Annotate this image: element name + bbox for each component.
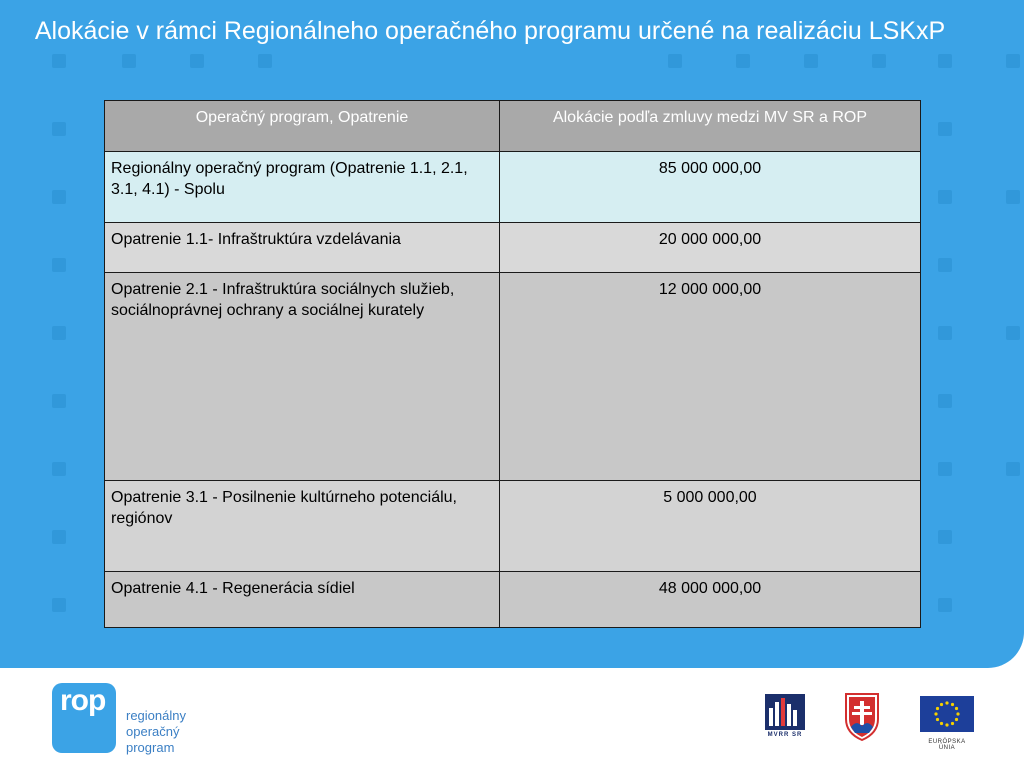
decor-square — [52, 530, 66, 544]
mvrr-logo — [765, 694, 805, 742]
table-header-row — [105, 101, 921, 152]
decor-square — [668, 54, 682, 68]
decor-square — [872, 54, 886, 68]
decor-square — [938, 530, 952, 544]
table-cell-label: Opatrenie 1.1- Infraštruktúra vzdelávania — [105, 223, 500, 273]
mvrr-label: MVRR SR — [767, 732, 803, 738]
rop-logo-text: rop — [60, 684, 106, 717]
decor-square — [938, 190, 952, 204]
rop-logo-box — [52, 683, 116, 753]
decor-square — [938, 258, 952, 272]
decor-square — [1006, 326, 1020, 340]
rop-caption-line: operačný — [126, 724, 180, 739]
rop-caption-line: program — [126, 740, 175, 755]
decor-square — [1006, 190, 1020, 204]
table-cell-label: Opatrenie 4.1 - Regenerácia sídiel — [105, 572, 500, 628]
table-row — [105, 273, 921, 481]
decor-square — [52, 122, 66, 136]
rop-logo-caption — [126, 708, 246, 756]
eu-logo — [920, 696, 974, 751]
slovak-crest-icon — [845, 693, 879, 741]
allocation-table — [104, 100, 921, 628]
table-row — [105, 481, 921, 572]
table-cell-value: 48 000 000,00 — [500, 572, 921, 628]
mvrr-logo-icon — [765, 694, 805, 730]
decor-square — [52, 258, 66, 272]
table-cell-value: 5 000 000,00 — [500, 481, 921, 572]
eu-flag-icon — [920, 696, 974, 732]
decor-square — [938, 326, 952, 340]
table-cell-label: Opatrenie 2.1 - Infraštruktúra sociálnych služieb, sociálnoprávnej ochrany a sociálnej kurately — [105, 273, 500, 481]
table-row — [105, 572, 921, 628]
decor-square — [938, 122, 952, 136]
decor-square — [736, 54, 750, 68]
decor-square — [52, 54, 66, 68]
table-cell-label: Regionálny operačný program (Opatrenie 1.1, 2.1, 3.1, 4.1) - Spolu — [105, 152, 500, 223]
table-cell-value: 12 000 000,00 — [500, 273, 921, 481]
rop-caption-line: regionálny — [126, 708, 186, 723]
decor-square — [52, 190, 66, 204]
decor-square — [938, 462, 952, 476]
decor-square — [804, 54, 818, 68]
decor-square — [52, 326, 66, 340]
column-header: Operačný program, Opatrenie — [105, 101, 500, 152]
decor-square — [122, 54, 136, 68]
decor-square — [190, 54, 204, 68]
page-title: Alokácie v rámci Regionálneho operačného programu určené na realizáciu LSKxP — [34, 17, 946, 45]
decor-square — [258, 54, 272, 68]
decor-square — [938, 598, 952, 612]
table-cell-value: 20 000 000,00 — [500, 223, 921, 273]
eu-label: EURÓPSKA ÚNIA — [928, 739, 966, 751]
decor-square — [938, 394, 952, 408]
decor-square — [1006, 54, 1020, 68]
table-row — [105, 223, 921, 273]
decor-square — [52, 462, 66, 476]
decor-square — [1006, 462, 1020, 476]
decor-square — [52, 598, 66, 612]
slovak-crest — [845, 693, 879, 746]
column-header: Alokácie podľa zmluvy medzi MV SR a ROP — [500, 101, 921, 152]
decor-square — [938, 54, 952, 68]
table-row — [105, 152, 921, 223]
table-cell-value: 85 000 000,00 — [500, 152, 921, 223]
decor-square — [52, 394, 66, 408]
table-cell-label: Opatrenie 3.1 - Posilnenie kultúrneho potenciálu, regiónov — [105, 481, 500, 572]
